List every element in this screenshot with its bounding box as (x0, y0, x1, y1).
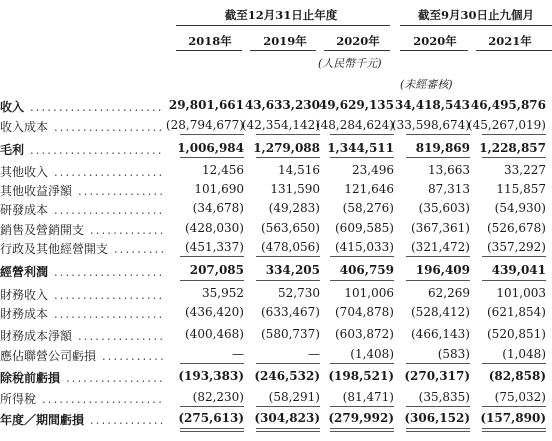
sum-underline (180, 428, 244, 429)
year-rule-2019 (250, 50, 316, 51)
sum-underline (330, 406, 394, 407)
row-value: (54,930) (494, 201, 546, 215)
dot-leader: ................... (48, 165, 165, 179)
total-underline (180, 157, 244, 158)
row-label-text: 行政及其他經營開支 (0, 242, 109, 256)
sum-underline (482, 428, 546, 429)
row-value: — (308, 347, 320, 361)
dot-leader: ........... (96, 349, 166, 363)
row-value: (428,030) (185, 221, 244, 235)
total-underline (256, 431, 320, 432)
row-value: (436,420) (185, 305, 244, 319)
row-label (0, 305, 164, 322)
row-label-text: 所得稅 (0, 392, 37, 406)
row-label-text: 研發成本 (0, 203, 49, 217)
year-rule-2018 (176, 50, 242, 51)
row-label-text: 收入 (0, 100, 25, 114)
sum-underline (180, 363, 244, 364)
sum-underline (406, 428, 470, 429)
row-label (0, 221, 165, 238)
sum-underline (256, 280, 320, 281)
dot-leader: ............... (72, 184, 166, 198)
row-label (0, 201, 164, 218)
year-header-2020-9m: 2020年 (413, 34, 457, 48)
row-label (0, 411, 165, 428)
dot-leader: ................... (48, 120, 165, 134)
row-label-text: 其他收入 (0, 165, 49, 179)
row-value: 115,857 (496, 182, 546, 196)
row-value: 406,759 (339, 263, 394, 277)
header-group-nine-months: 截至9月30日止九個月 (417, 8, 534, 22)
row-label-text: 毛利 (0, 143, 25, 157)
row-value: (451,337) (185, 240, 244, 254)
header-group-nine-months-rule (400, 25, 552, 26)
sum-underline (482, 280, 546, 281)
row-label (0, 286, 164, 303)
dot-leader: ..................... (36, 392, 164, 406)
row-value: 14,516 (278, 163, 320, 177)
row-value: (621,854) (487, 305, 546, 319)
row-value: (42,354,142) (241, 118, 320, 132)
dot-leader: ................. (60, 371, 165, 385)
year-rule-2020-9m (400, 50, 468, 51)
row-label-text: 銷售及營銷開支 (0, 223, 85, 237)
sum-underline (406, 280, 470, 281)
table-row (0, 367, 552, 387)
row-value: (357,292) (487, 240, 546, 254)
row-label-text: 應佔聯營公司虧損 (0, 349, 97, 363)
total-underline (330, 431, 394, 432)
dot-leader: ....................... (24, 100, 164, 114)
table-row (0, 116, 552, 136)
dot-leader: ......... (108, 242, 167, 256)
row-value: 29,801,661 (168, 98, 244, 112)
row-label (0, 327, 165, 344)
row-value: (583) (437, 347, 470, 361)
row-value: (520,851) (487, 327, 546, 341)
row-value: (563,650) (261, 221, 320, 235)
sum-underline (482, 134, 546, 135)
row-value: (478,056) (261, 240, 320, 254)
sum-underline (482, 363, 546, 364)
dot-leader: ............... (72, 329, 166, 343)
row-value: 196,409 (415, 263, 470, 277)
table-row (0, 238, 552, 258)
table-row (0, 219, 552, 239)
row-value: (81,471) (342, 390, 394, 404)
row-value: 52,730 (278, 286, 320, 300)
dot-leader: ................... (48, 265, 165, 279)
row-value: 34,418,543 (394, 98, 470, 112)
row-value: (304,823) (254, 411, 320, 425)
table-row (0, 180, 552, 200)
table-row (0, 325, 552, 345)
sum-underline (330, 428, 394, 429)
row-value: (58,291) (268, 390, 320, 404)
dot-leader: ................... (48, 288, 165, 302)
sum-underline (256, 256, 320, 257)
row-label-text: 收入成本 (0, 120, 49, 134)
row-value: 439,041 (491, 263, 546, 277)
row-value: 23,496 (352, 163, 394, 177)
row-value: 1,279,088 (253, 141, 320, 155)
row-label-text: 其他收益淨額 (0, 184, 73, 198)
year-header-2019: 2019年 (263, 34, 307, 48)
dot-leader: ................... (48, 307, 165, 321)
table-row (0, 303, 552, 323)
row-value: (704,878) (335, 305, 394, 319)
row-value: 1,344,511 (327, 141, 394, 155)
row-value: (466,143) (411, 327, 470, 341)
row-value: (1,048) (502, 347, 546, 361)
total-underline (482, 157, 546, 158)
year-header-2018: 2018年 (188, 34, 232, 48)
year-rule-2020-fy (324, 50, 390, 51)
row-value: 43,633,230 (244, 98, 320, 112)
sum-underline (180, 134, 244, 135)
row-value: 334,205 (265, 263, 320, 277)
row-value: — (232, 347, 244, 361)
row-value: (28,794,677) (165, 118, 244, 132)
row-value: (75,032) (494, 390, 546, 404)
sum-underline (406, 363, 470, 364)
row-value: (49,283) (268, 201, 320, 215)
sum-underline (330, 363, 394, 364)
dot-leader: ............. (84, 413, 166, 427)
row-label (0, 263, 164, 280)
row-value: (526,678) (487, 221, 546, 235)
row-label (0, 141, 164, 158)
row-value: 101,690 (194, 182, 244, 196)
row-value: 12,456 (202, 163, 244, 177)
row-value: (35,603) (418, 201, 470, 215)
row-label-text: 經營利潤 (0, 265, 49, 279)
total-underline (330, 157, 394, 158)
table-row (0, 161, 552, 181)
row-value: 101,006 (344, 286, 394, 300)
row-label (0, 240, 166, 257)
sum-underline (256, 134, 320, 135)
row-value: (275,613) (178, 411, 244, 425)
table-row (0, 388, 552, 408)
row-label (0, 182, 165, 199)
row-value: (321,472) (411, 240, 470, 254)
table-row (0, 261, 552, 281)
row-label-text: 年度／期間虧損 (0, 413, 85, 427)
row-value: (198,521) (328, 369, 394, 383)
sum-underline (406, 134, 470, 135)
row-value: (193,383) (178, 369, 244, 383)
row-value: 87,313 (428, 182, 470, 196)
row-value: 35,952 (202, 286, 244, 300)
row-value: (58,276) (342, 201, 394, 215)
row-value: 131,590 (270, 182, 320, 196)
row-value: 33,227 (504, 163, 546, 177)
dot-leader: ....................... (24, 143, 164, 157)
dot-leader: ................... (48, 203, 165, 217)
table-row (0, 139, 552, 159)
row-value: (1,408) (350, 347, 394, 361)
row-value: 121,646 (344, 182, 394, 196)
total-underline (406, 431, 470, 432)
row-value: (279,992) (328, 411, 394, 425)
sum-underline (406, 406, 470, 407)
sum-underline (482, 256, 546, 257)
dot-leader: ............. (84, 223, 166, 237)
row-label (0, 163, 164, 180)
sum-underline (180, 280, 244, 281)
row-value: (82,858) (488, 369, 546, 383)
total-underline (482, 431, 546, 432)
unaudited-label: (未經審核) (400, 78, 453, 91)
row-value: 207,085 (189, 263, 244, 277)
table-row (0, 96, 552, 116)
sum-underline (330, 280, 394, 281)
sum-underline (180, 406, 244, 407)
row-value: (45,267,019) (467, 118, 546, 132)
row-value: (82,230) (192, 390, 244, 404)
table-row (0, 199, 552, 219)
sum-underline (180, 256, 244, 257)
sum-underline (256, 428, 320, 429)
row-value: (33,598,674) (391, 118, 470, 132)
row-label-text: 財務收入 (0, 288, 49, 302)
table-row (0, 409, 552, 429)
row-value: (633,467) (261, 305, 320, 319)
row-value: (270,317) (404, 369, 470, 383)
header-group-year-ended: 截至12月31日止年度 (224, 8, 338, 22)
row-label-text: 除稅前虧損 (0, 371, 61, 385)
row-label (0, 369, 165, 386)
row-value: 819,869 (415, 141, 470, 155)
year-header-2021-9m: 2021年 (488, 34, 532, 48)
row-value: 1,228,857 (479, 141, 546, 155)
year-rule-2021-9m (476, 50, 552, 51)
row-label-text: 財務成本淨額 (0, 329, 73, 343)
row-label (0, 390, 164, 407)
row-value: (157,890) (480, 411, 546, 425)
row-value: 49,629,135 (318, 98, 394, 112)
row-value: (34,678) (192, 201, 244, 215)
total-underline (406, 157, 470, 158)
row-label-text: 財務成本 (0, 307, 49, 321)
table-row (0, 345, 552, 365)
row-value: (246,532) (254, 369, 320, 383)
total-underline (180, 431, 244, 432)
row-label (0, 98, 164, 115)
row-value: (48,284,624) (315, 118, 394, 132)
header-group-year-ended-rule (176, 25, 390, 26)
row-value: (367,361) (411, 221, 470, 235)
sum-underline (330, 134, 394, 135)
row-value: (306,152) (404, 411, 470, 425)
table-row (0, 284, 552, 304)
row-value: (609,585) (335, 221, 394, 235)
row-value: (528,412) (411, 305, 470, 319)
row-value: 13,663 (428, 163, 470, 177)
row-value: (35,835) (418, 390, 470, 404)
unit-label: (人民幣千元) (318, 57, 382, 70)
row-value: (603,872) (335, 327, 394, 341)
row-value: 62,269 (428, 286, 470, 300)
sum-underline (406, 256, 470, 257)
sum-underline (256, 363, 320, 364)
sum-underline (256, 406, 320, 407)
row-label (0, 118, 164, 135)
row-value: 1,006,984 (177, 141, 244, 155)
total-underline (256, 157, 320, 158)
sum-underline (330, 256, 394, 257)
row-label (0, 347, 166, 364)
year-header-2020-fy: 2020年 (336, 34, 380, 48)
sum-underline (482, 406, 546, 407)
row-value: 101,003 (496, 286, 546, 300)
row-value: (400,468) (185, 327, 244, 341)
row-value: (580,737) (261, 327, 320, 341)
row-value: (415,033) (335, 240, 394, 254)
row-value: 46,495,876 (470, 98, 546, 112)
